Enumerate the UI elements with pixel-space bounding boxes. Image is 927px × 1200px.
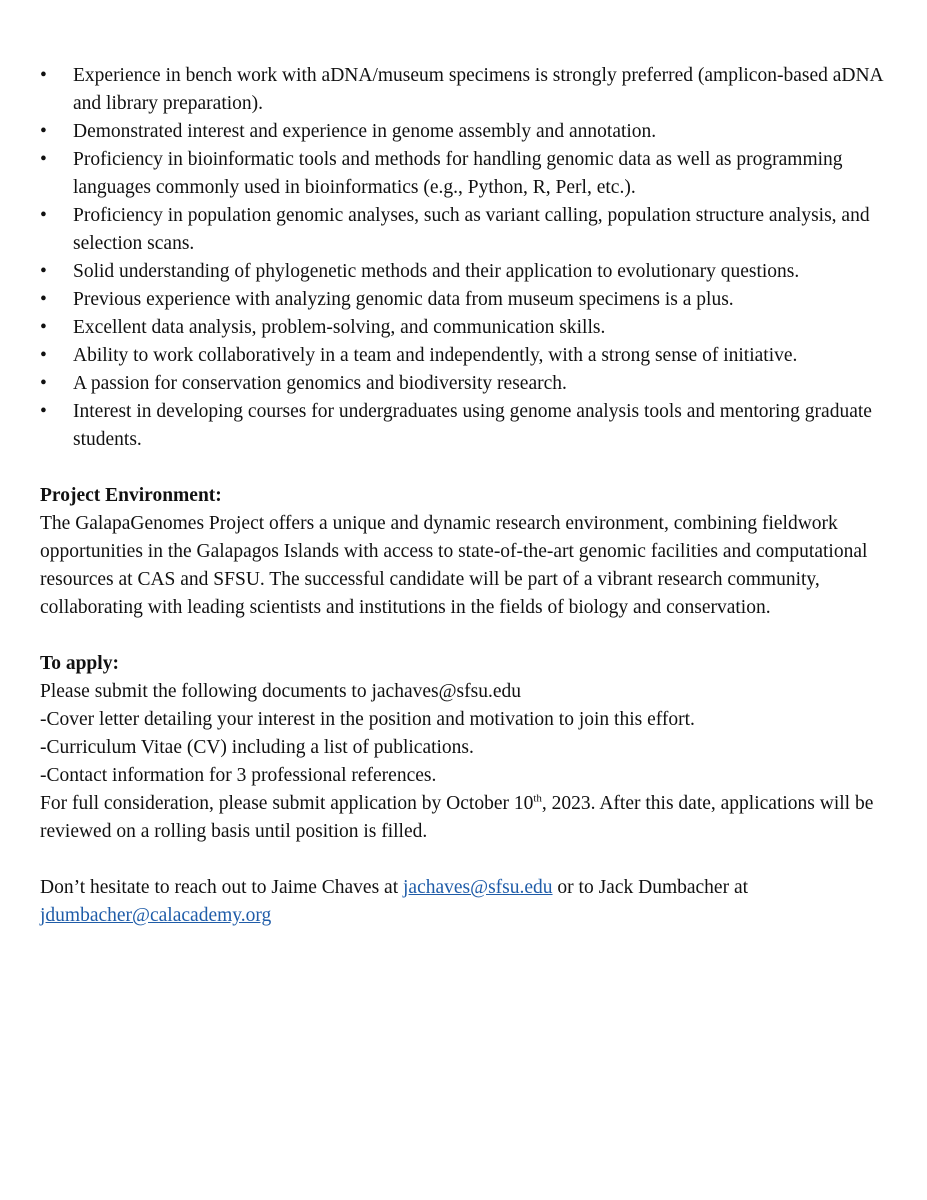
list-item bbox=[40, 314, 910, 342]
list-item bbox=[40, 286, 910, 314]
list-item bbox=[40, 258, 910, 286]
apply-section bbox=[40, 650, 910, 846]
bullet-icon: • bbox=[40, 121, 47, 142]
contact-middle: or to Jack Dumbacher at bbox=[552, 877, 749, 898]
apply-doc-item: -Cover letter detailing your interest in the position and motivation to join this effort. bbox=[40, 709, 695, 730]
deadline-suffix: , 2023. After this date, applications will be reviewed on a rolling basis until position is filled. bbox=[40, 793, 874, 842]
project-environment-body: The GalapaGenomes Project offers a unique and dynamic research environment, combining fieldwork opportunities in the Galapagos Islands with access to state-of-the-art genomic facilities and computational resources at CAS and SFSU. The successful candidate will be part of a vibrant research community, collaborating with leading scientists and institutions in the fields of biology and conservation. bbox=[40, 513, 868, 618]
apply-intro: Please submit the following documents to jachaves@sfsu.edu bbox=[40, 681, 521, 702]
bullet-icon: • bbox=[40, 401, 47, 422]
qualification-text: Demonstrated interest and experience in genome assembly and annotation. bbox=[73, 121, 657, 142]
qualification-text: Solid understanding of phylogenetic methods and their application to evolutionary questions. bbox=[73, 261, 800, 282]
deadline-prefix: For full consideration, please submit application by October 10 bbox=[40, 793, 534, 814]
qualification-text: A passion for conservation genomics and biodiversity research. bbox=[73, 373, 567, 394]
apply-deadline bbox=[40, 790, 910, 846]
contact-paragraph bbox=[40, 874, 910, 930]
qualification-text: Previous experience with analyzing genomic data from museum specimens is a plus. bbox=[73, 289, 734, 310]
bullet-icon: • bbox=[40, 345, 47, 366]
apply-heading: To apply: bbox=[40, 653, 119, 674]
bullet-icon: • bbox=[40, 149, 47, 170]
list-item bbox=[40, 370, 910, 398]
email-link-jdumbacher[interactable]: jdumbacher@calacademy.org bbox=[40, 905, 272, 926]
list-item bbox=[40, 146, 910, 202]
list-item bbox=[40, 202, 910, 258]
email-link-jachaves[interactable]: jachaves@sfsu.edu bbox=[403, 877, 553, 898]
qualification-text: Proficiency in bioinformatic tools and methods for handling genomic data as well as programming languages commonly used in bioinformatics (e.g., Python, R, Perl, etc.). bbox=[73, 149, 843, 198]
list-item bbox=[40, 62, 910, 118]
qualification-text: Ability to work collaboratively in a team and independently, with a strong sense of initiative. bbox=[73, 345, 798, 366]
bullet-icon: • bbox=[40, 373, 47, 394]
list-item bbox=[40, 342, 910, 370]
contact-section bbox=[40, 874, 910, 930]
qualifications-list bbox=[40, 62, 910, 454]
qualification-text: Interest in developing courses for undergraduates using genome analysis tools and mentoring graduate students. bbox=[73, 401, 872, 450]
qualification-text: Proficiency in population genomic analyses, such as variant calling, population structure analysis, and selection scans. bbox=[73, 205, 870, 254]
qualification-text: Excellent data analysis, problem-solving, and communication skills. bbox=[73, 317, 606, 338]
list-item bbox=[40, 398, 910, 454]
project-environment-section bbox=[40, 482, 910, 622]
bullet-icon: • bbox=[40, 261, 47, 282]
bullet-icon: • bbox=[40, 289, 47, 310]
project-environment-heading: Project Environment: bbox=[40, 485, 222, 506]
document-page bbox=[40, 62, 910, 930]
bullet-icon: • bbox=[40, 317, 47, 338]
apply-doc-item: -Curriculum Vitae (CV) including a list of publications. bbox=[40, 737, 474, 758]
contact-prefix: Don’t hesitate to reach out to Jaime Chaves at bbox=[40, 877, 403, 898]
bullet-icon: • bbox=[40, 205, 47, 226]
apply-doc-item: -Contact information for 3 professional references. bbox=[40, 765, 437, 786]
bullet-icon: • bbox=[40, 65, 47, 86]
qualification-text: Experience in bench work with aDNA/museum specimens is strongly preferred (amplicon-based aDNA and library preparation). bbox=[73, 65, 883, 114]
list-item bbox=[40, 118, 910, 146]
deadline-ordinal: th bbox=[533, 792, 542, 805]
